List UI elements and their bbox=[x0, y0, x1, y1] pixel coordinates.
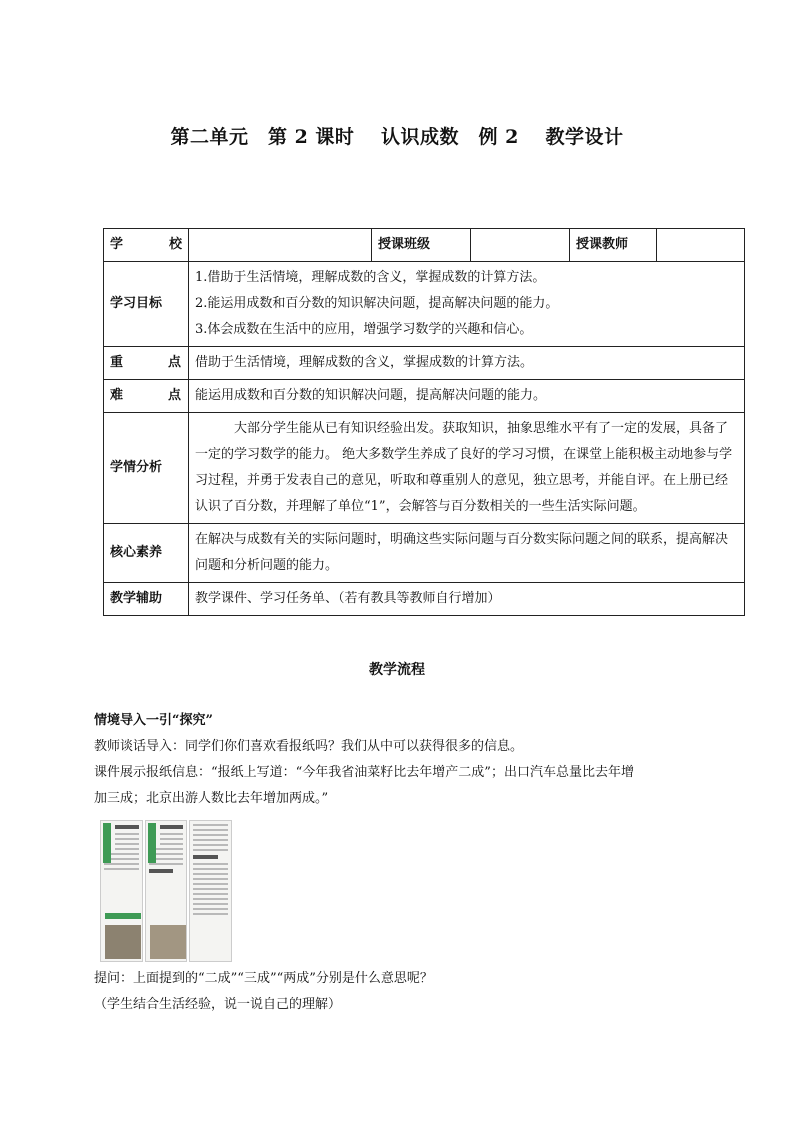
question-section bbox=[94, 966, 734, 1018]
literacy-label: 核心素养 bbox=[104, 524, 189, 583]
analysis-content: 大部分学生能从已有知识经验出发。获取知识，抽象思维水平有了一定的发展，具备了一定的学习数学的能力。 绝大多数学生养成了良好的学习习惯，在课堂上能积极主动地参与学习过程，并勇于发表自己的意见，听取和尊重别人的意见，独立思考，并能自评。在上册已经认识了百分数，并理解了单位“1”，会解答与百分数相关的一些生活实际问题。 bbox=[189, 413, 745, 524]
table-row bbox=[104, 229, 745, 262]
table-row bbox=[104, 413, 745, 524]
school-label: 学 校 bbox=[104, 229, 189, 262]
question-line: 提问：上面提到的“二成”“三成”“两成”分别是什么意思呢？ bbox=[94, 971, 433, 986]
objectives-label: 学习目标 bbox=[104, 262, 189, 347]
objective-item: 1.借助于生活情境，理解成数的含义，掌握成数的计算方法。 bbox=[195, 270, 546, 285]
page-title: 第二单元 第 2 课时 认识成数 例 2 教学设计 bbox=[170, 126, 624, 148]
literacy-content: 在解决与成数有关的实际问题时，明确这些实际问题与百分数实际问题之间的联系，提高解决问题和分析问题的能力。 bbox=[189, 524, 745, 583]
intro-line: 课件展示报纸信息：“报纸上写道：“今年我省油菜籽比去年增产二成”；出口汽车总量比去年增 bbox=[94, 765, 634, 780]
section-heading: 情境导入一引“探究” bbox=[94, 713, 213, 728]
difficulty-label: 难 点 bbox=[104, 380, 189, 413]
intro-section bbox=[94, 708, 734, 812]
table-row bbox=[104, 524, 745, 583]
objective-item: 3.体会成数在生活中的应用，增强学习数学的兴趣和信心。 bbox=[195, 322, 533, 337]
table-row bbox=[104, 262, 745, 347]
difficulty-content: 能运用成数和百分数的知识解决问题，提高解决问题的能力。 bbox=[189, 380, 745, 413]
newspaper-image bbox=[100, 820, 232, 962]
aids-label: 教学辅助 bbox=[104, 583, 189, 616]
teacher-label: 授课教师 bbox=[570, 229, 657, 262]
teacher-value bbox=[657, 229, 745, 262]
key-point-label: 重 点 bbox=[104, 347, 189, 380]
table-row bbox=[104, 380, 745, 413]
key-point-content: 借助于生活情境，理解成数的含义，掌握成数的计算方法。 bbox=[189, 347, 745, 380]
intro-line: 教师谈话导入：同学们你们喜欢看报纸吗？我们从中可以获得很多的信息。 bbox=[94, 739, 524, 754]
note-line: （学生结合生活经验，说一说自己的理解） bbox=[94, 997, 342, 1012]
analysis-label: 学情分析 bbox=[104, 413, 189, 524]
lesson-info-table bbox=[103, 228, 745, 616]
objective-item: 2.能运用成数和百分数的知识解决问题，提高解决问题的能力。 bbox=[195, 296, 559, 311]
class-value bbox=[471, 229, 570, 262]
school-value bbox=[189, 229, 372, 262]
class-label: 授课班级 bbox=[372, 229, 471, 262]
flow-title: 教学流程 bbox=[369, 662, 425, 678]
intro-line: 加三成；北京出游人数比去年增加两成。” bbox=[94, 791, 329, 806]
objectives-content bbox=[189, 262, 745, 347]
table-row bbox=[104, 347, 745, 380]
newspaper-page bbox=[145, 820, 188, 962]
aids-content: 教学课件、学习任务单、（若有教具等教师自行增加） bbox=[189, 583, 745, 616]
newspaper-page bbox=[189, 820, 232, 962]
newspaper-page bbox=[100, 820, 143, 962]
table-row bbox=[104, 583, 745, 616]
